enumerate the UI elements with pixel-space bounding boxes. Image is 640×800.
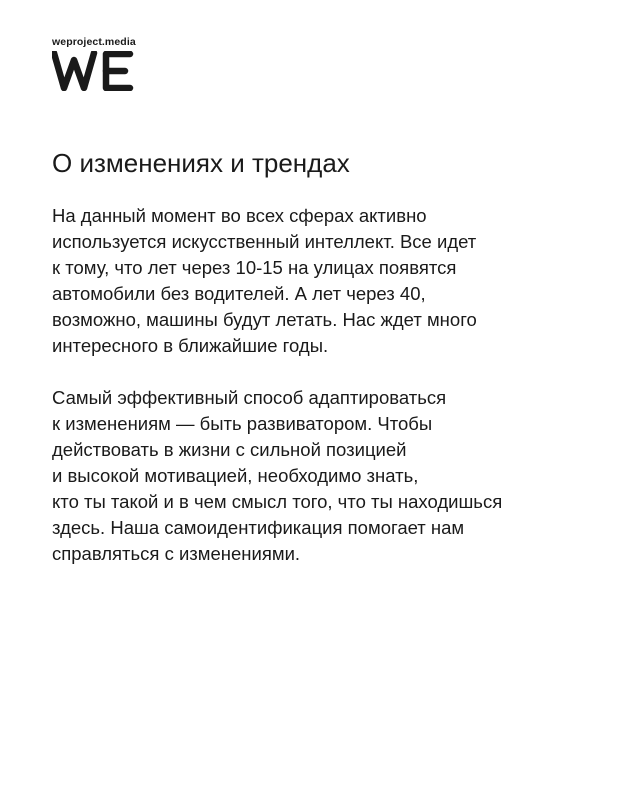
text-line: автомобили без водителей. А лет через 40,: [52, 283, 426, 304]
text-line: к тому, что лет через 10-15 на улицах появятся: [52, 257, 457, 278]
text-line: На данный момент во всех сферах активно: [52, 205, 427, 226]
text-line: Самый эффективный способ адаптироваться: [52, 387, 447, 408]
brand-site: weproject.media: [52, 36, 136, 48]
paragraph-1: [52, 203, 612, 359]
page-title: О изменениях и трендах: [52, 148, 350, 178]
text-line: справляться с изменениями.: [52, 543, 301, 564]
text-line: действовать в жизни с сильной позицией: [52, 439, 407, 460]
text-line: кто ты такой и в чем смысл того, что ты находишься: [52, 491, 503, 512]
article-body: [52, 203, 612, 567]
text-line: и высокой мотивацией, необходимо знать,: [52, 465, 419, 486]
text-line: интересного в ближайшие годы.: [52, 335, 329, 356]
text-line: к изменениям — быть развиватором. Чтобы: [52, 413, 433, 434]
brand: [52, 36, 136, 91]
paragraph-2: [52, 385, 612, 567]
we-logo: [52, 51, 136, 91]
text-line: возможно, машины будут летать. Нас ждет много: [52, 309, 477, 330]
text-line: здесь. Наша самоидентификация помогает нам: [52, 517, 465, 538]
text-line: используется искусственный интеллект. Все идет: [52, 231, 477, 252]
